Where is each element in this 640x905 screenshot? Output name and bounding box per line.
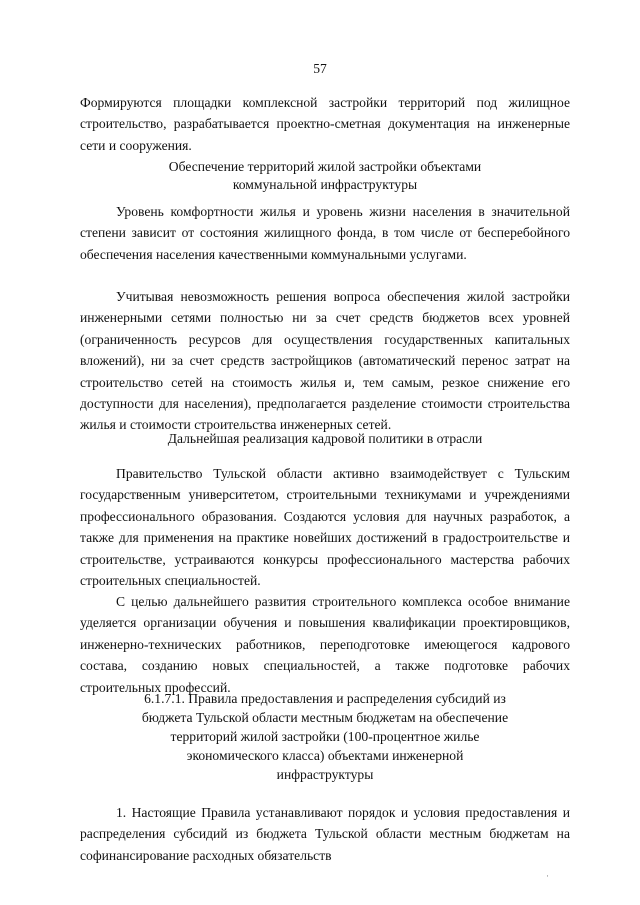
scan-mark: · (546, 871, 549, 881)
paragraph-government-cooperation: Правительство Тульской области активно взаимодействует с Тульским государственным университетом, строительными техникумами и учреждениями профессионального образования. Создаются условия для научных разработок, а также для применения на практике новейших достижений в градостроительстве и строительстве, устраиваются конкурсы профессионального мастерства рабочих строительных специальностей. (80, 466, 570, 589)
heading-personnel-policy: Дальнейшая реализация кадровой политики в отрасли (167, 431, 483, 446)
paragraph-rules-clause-1: 1. Настоящие Правила устанавливают порядок и условия предоставления и распределения субсидий из бюджета Тульской области местным бюджетам на софинансирование расходных обязательств (80, 805, 570, 863)
paragraph-training: С целью дальнейшего развития строительного комплекса особое внимание уделяется организации обучения и повышения квалификации проектировщиков, инженерно-технических работников, переподготовке имеющегося кадрового состава, созданию новых специальностей, а также подготовке рабочих строительных профессий. (80, 594, 570, 695)
page-number: 57 (313, 61, 327, 76)
heading-utility-infrastructure: Обеспечение территорий жилой застройки объектами коммунальной инфраструктуры (168, 159, 482, 193)
paragraph-engineering-networks: Учитывая невозможность решения вопроса обеспечения жилой застройки инженерными сетями полностью ни за счет средств бюджетов всех уровней (ограниченность ресурсов для осуществления государственных капитальных вложений), ни за счет средств застройщиков (автоматический перенос затрат на строительство сетей на стоимость жилья и, тем самым, резкое снижение его доступности для населения), предполагается разделение стоимости строительства жилья и стоимости строительства инженерных сетей. (80, 289, 570, 433)
section-title: 6.1.7.1. Правила предоставления и распределения субсидий из бюджета Тульской области местным бюджетам на обеспечение территорий жилой застройки (100-процентное жилье экономического класса) объектами инженерной инфраструктуры (141, 691, 509, 782)
paragraph-comfort-level: Уровень комфортности жилья и уровень жизни населения в значительной степени зависит от состояния жилищного фонда, в том числе от бесперебойного обеспечения населения качественными коммунальными услугами. (80, 204, 570, 262)
paragraph-housing-sites: Формируются площадки комплексной застройки территорий под жилищное строительство, разрабатывается проектно-сметная документация на инженерные сети и сооружения. (80, 95, 570, 153)
